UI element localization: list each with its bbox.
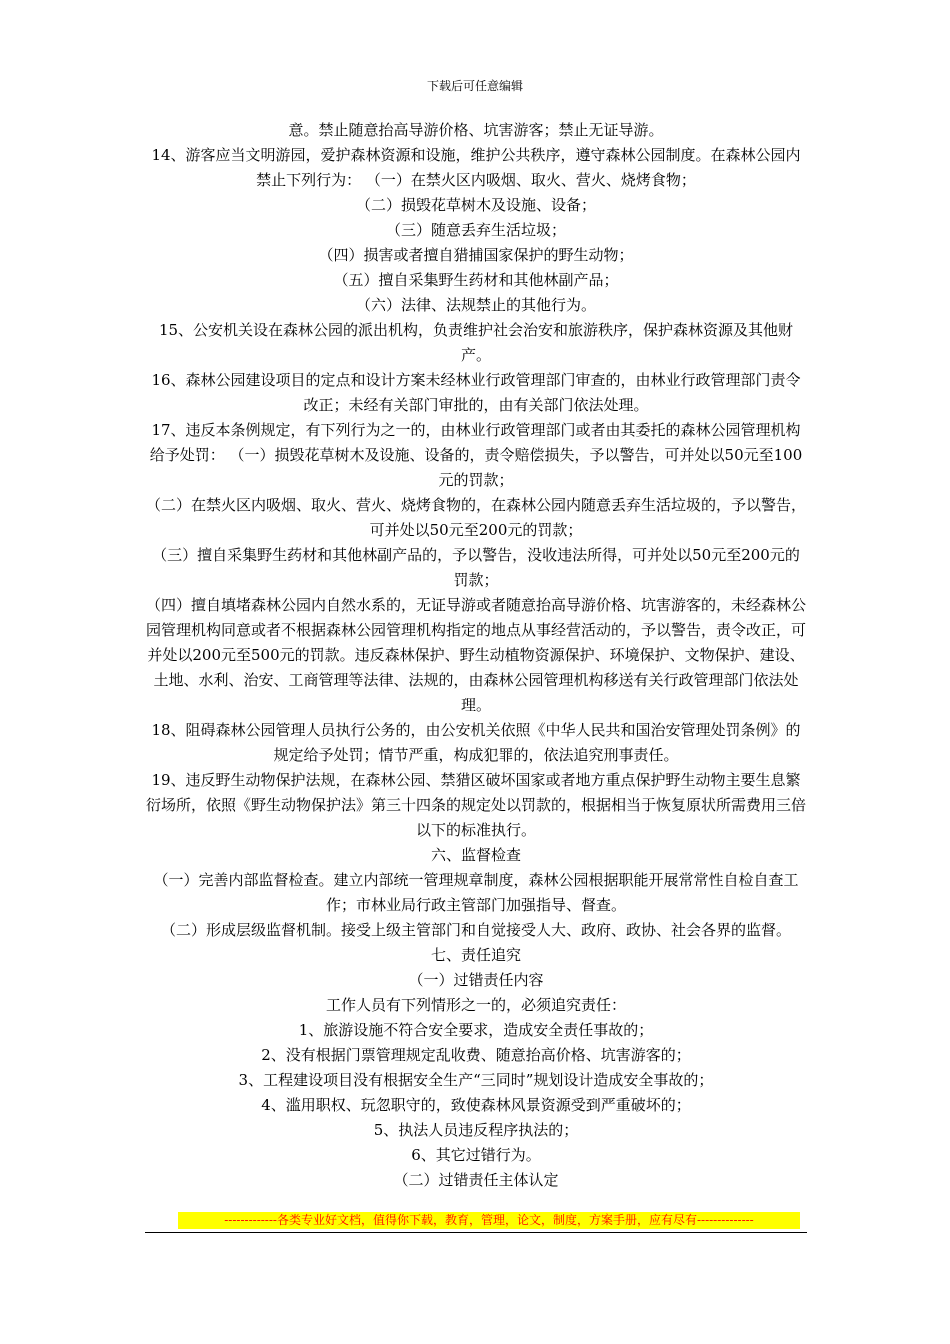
paragraph: （二）形成层级监督机制。接受上级主管部门和自觉接受人大、政府、政协、社会各界的监督。 [160, 921, 791, 939]
paragraph: （三）擅自采集野生药材和其他林副产品的，予以警告，没收违法所得，可并处以50元至200元的罚款； [152, 546, 800, 589]
list-item: 2、没有根据门票管理规定乱收费、随意抬高价格、坑害游客的； [261, 1046, 691, 1064]
footer-divider [145, 1232, 807, 1233]
paragraph: 意。禁止随意抬高导游价格、坑害游客；禁止无证导游。 [288, 121, 664, 139]
section-heading: 七、责任追究 [430, 946, 521, 964]
list-item: 5、执法人员违反程序执法的； [373, 1121, 579, 1139]
paragraph: 18、阻碍森林公园管理人员执行公务的，由公安机关依照《中华人民共和国治安管理处罚条例》的规定给予处罚；情节严重，构成犯罪的，依法追究刑事责任。 [151, 721, 801, 764]
paragraph: （三）随意丢弃生活垃圾； [385, 221, 566, 239]
paragraph: 工作人员有下列情形之一的，必须追究责任： [325, 996, 626, 1014]
list-item: 3、工程建设项目没有根据安全生产“三同时”规划设计造成安全事故的； [238, 1071, 714, 1089]
paragraph: （六）法律、法规禁止的其他行为。 [355, 296, 596, 314]
paragraph: （五）擅自采集野生药材和其他林副产品； [333, 271, 619, 289]
paragraph: 14、游客应当文明游园，爱护森林资源和设施，维护公共秩序，遵守森林公园制度。在森林公园内禁止下列行为： （一）在禁火区内吸烟、取火、营火、烧烤食物； [151, 146, 801, 189]
paragraph: 15、公安机关设在森林公园的派出机构，负责维护社会治安和旅游秩序，保护森林资源及其他财产。 [158, 321, 794, 364]
paragraph: （二）损毁花草树木及设施、设备； [355, 196, 596, 214]
list-item: 1、旅游设施不符合安全要求，造成安全责任事故的； [298, 1021, 654, 1039]
page-header: 下载后可任意编辑 [426, 79, 523, 93]
footer-banner: -------------各类专业好文档，值得你下载，教育，管理，论文，制度，方案手册，应有尽有-------------- [178, 1212, 800, 1229]
paragraph: （四）擅自填堵森林公园内自然水系的，无证导游或者随意抬高导游价格、坑害游客的，未经森林公园管理机构同意或者不根据森林公园管理机构指定的地点从事经营活动的，予以警告，责令改正，可并处以200元至500元的罚款。违反森林保护、野生动植物资源保护、环境保护、文物保护、建设、土地、水利、治安、工商管理等法律、法规的，由森林公园管理机构移送有关行政管理部门依法处理。 [145, 596, 806, 714]
list-item: 4、滥用职权、玩忽职守的，致使森林风景资源受到严重破坏的； [261, 1096, 691, 1114]
paragraph: 17、违反本条例规定，有下列行为之一的，由林业行政管理部门或者由其委托的森林公园管理机构给予处罚： （一）损毁花草树木及设施、设备的，责令赔偿损失，予以警告，可并处以50元至100元的罚款； [149, 421, 803, 489]
paragraph: （二）在禁火区内吸烟、取火、营火、烧烤食物的，在森林公园内随意丢弃生活垃圾的，予以警告，可并处以50元至200元的罚款； [145, 496, 806, 539]
list-item: 6、其它过错行为。 [411, 1146, 541, 1164]
paragraph: 19、违反野生动物保护法规，在森林公园、禁猎区破坏国家或者地方重点保护野生动物主要生息繁衍场所，依照《野生动物保护法》第三十四条的规定处以罚款的，根据相当于恢复原状所需费用三倍以下的标准执行。 [145, 771, 806, 839]
section-heading: 六、监督检查 [430, 846, 521, 864]
subsection-heading: （一）过错责任内容 [408, 971, 544, 989]
document-body [145, 118, 807, 1193]
paragraph: 16、森林公园建设项目的定点和设计方案未经林业行政管理部门审查的，由林业行政管理部门责令改正；未经有关部门审批的，由有关部门依法处理。 [151, 371, 801, 414]
paragraph: （一）完善内部监督检查。建立内部统一管理规章制度，森林公园根据职能开展常常性自检自查工作；市林业局行政主管部门加强指导、督查。 [153, 871, 799, 914]
paragraph: （四）损害或者擅自猎捕国家保护的野生动物； [318, 246, 634, 264]
subsection-heading: （二）过错责任主体认定 [393, 1171, 559, 1189]
